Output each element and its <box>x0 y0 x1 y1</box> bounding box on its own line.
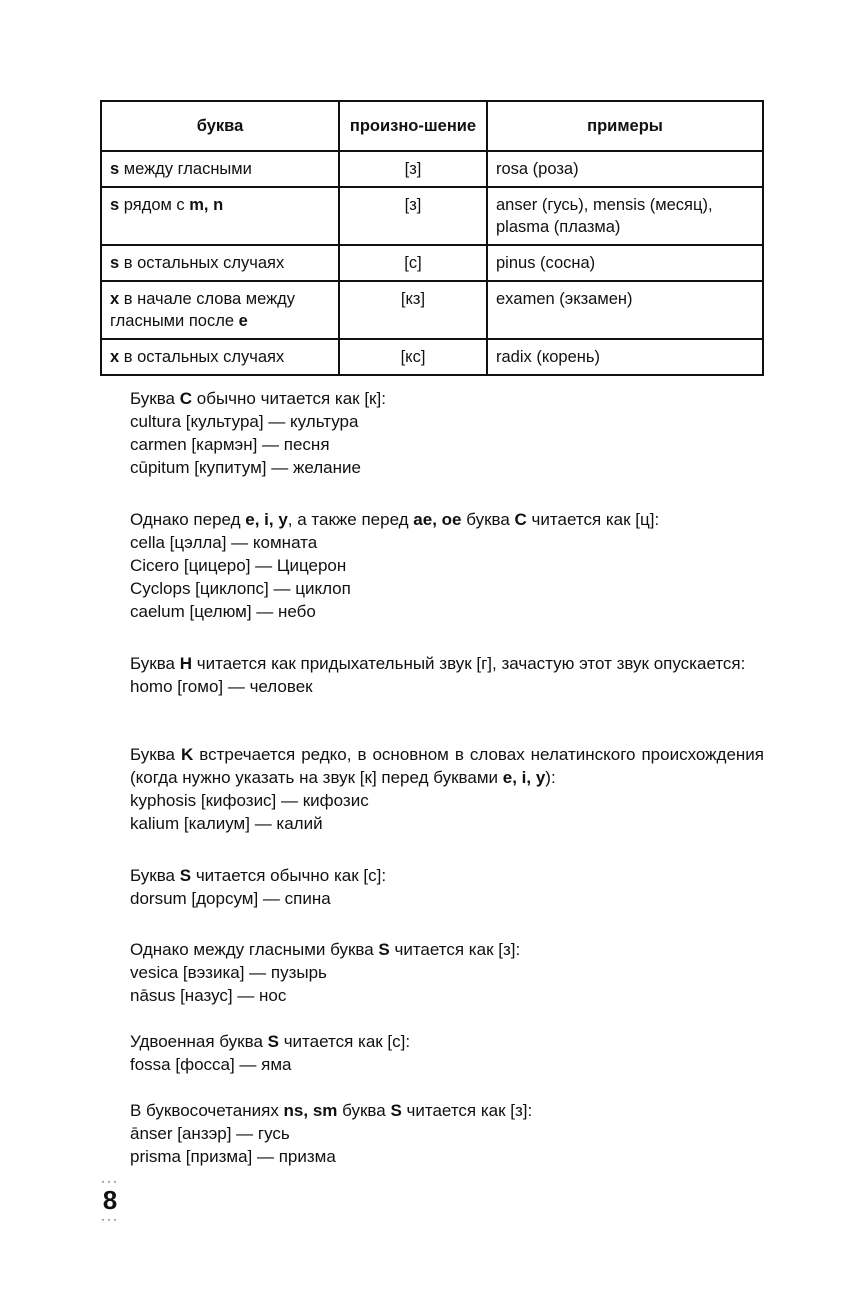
lead-text: Буква <box>130 745 181 764</box>
example-line: Cyclops [циклопс] — циклоп <box>130 579 351 598</box>
folio-dots-top: ··· <box>101 1174 119 1188</box>
example-line: carmen [кармэн] — песня <box>130 435 330 454</box>
section-h <box>130 652 764 698</box>
lead-text: Однако между гласными буква <box>130 940 379 959</box>
lead-text: читается как [ц]: <box>526 510 660 529</box>
section-c-soft <box>130 508 764 623</box>
section-s-hard <box>130 864 764 910</box>
lead-text: встречается редко, в основном в словах нелатинского происхождения (когда нужно указать на звук [к] перед буквами <box>130 745 764 787</box>
example-line: caelum [целюм] — небо <box>130 602 316 621</box>
lead-bold: K <box>181 745 194 764</box>
lead-text: Удвоенная буква <box>130 1032 268 1051</box>
example-line: cella [цэлла] — комната <box>130 533 318 552</box>
example-line: cultura [культура] — культура <box>130 412 359 431</box>
bold-letter: x <box>110 348 120 366</box>
table-row <box>101 151 763 187</box>
section-lead <box>130 743 764 789</box>
bold-letter: s <box>110 254 120 272</box>
example-line: ānser [анзэр] — гусь <box>130 1124 290 1143</box>
cell-example: radix (корень) <box>487 339 763 375</box>
example-line: cūpitum [купитум] — желание <box>130 458 361 477</box>
example-line: vesica [вэзика] — пузырь <box>130 963 327 982</box>
lead-text: обычно читается как [к]: <box>192 389 386 408</box>
bold-letters: e <box>238 312 248 330</box>
table-row <box>101 187 763 245</box>
bold-letter: s <box>110 160 120 178</box>
lead-bold: ns, sm <box>283 1101 338 1120</box>
cell-letter <box>101 339 339 375</box>
cell-pron: [с] <box>339 245 487 281</box>
cell-pron: [кс] <box>339 339 487 375</box>
cell-letter <box>101 245 339 281</box>
table-row <box>101 281 763 339</box>
example-line: nāsus [назус] — нос <box>130 986 287 1005</box>
example-line: fossa [фосса] — яма <box>130 1055 292 1074</box>
example-line: prisma [призма] — призма <box>130 1147 336 1166</box>
lead-text: В буквосочетаниях <box>130 1101 284 1120</box>
folio-dots-bottom: ··· <box>101 1212 119 1226</box>
page-number: 8 <box>102 1185 118 1215</box>
lead-bold: S <box>378 940 390 959</box>
section-s-voiced <box>130 938 764 1007</box>
letter-text: рядом с <box>119 196 190 214</box>
bold-letter: x <box>110 290 120 308</box>
table-row <box>101 339 763 375</box>
letter-text: в остальных случаях <box>119 254 285 272</box>
header-pronunciation-text: произно-шение <box>349 117 477 135</box>
header-examples: примеры <box>487 101 763 151</box>
table-header-row <box>101 101 763 151</box>
section-lead <box>130 652 764 675</box>
lead-text: читается как [з]: <box>401 1101 533 1120</box>
lead-bold: e, i, y <box>502 768 546 787</box>
bold-letters: m, n <box>189 196 224 214</box>
lead-text: Буква <box>130 866 180 885</box>
cell-pron: [з] <box>339 151 487 187</box>
lead-text: читается как придыхательный звук [г], зачастую этот звук опускается: <box>192 654 746 673</box>
example-line: kalium [калиум] — калий <box>130 814 323 833</box>
cell-letter <box>101 151 339 187</box>
section-lead <box>130 1099 764 1122</box>
section-lead <box>130 387 764 410</box>
lead-text: читается как [с]: <box>278 1032 411 1051</box>
lead-text: ): <box>545 768 556 787</box>
letter-text: в остальных случаях <box>119 348 285 366</box>
section-lead <box>130 938 764 961</box>
section-double-s <box>130 1030 764 1076</box>
pronunciation-table <box>100 100 764 376</box>
cell-example: rosa (роза) <box>487 151 763 187</box>
section-lead <box>130 864 764 887</box>
section-lead <box>130 508 764 531</box>
cell-letter <box>101 281 339 339</box>
header-pronunciation <box>339 101 487 151</box>
header-letter: буква <box>101 101 339 151</box>
cell-pron: [кз] <box>339 281 487 339</box>
example-line: kyphosis [кифозис] — кифозис <box>130 791 369 810</box>
lead-bold: H <box>179 654 193 673</box>
cell-example: anser (гусь), mensis (месяц), plasma (плазма) <box>487 187 763 245</box>
lead-bold: S <box>267 1032 279 1051</box>
section-lead <box>130 1030 764 1053</box>
letter-text: в начале слова между гласными после <box>110 290 296 330</box>
lead-bold: S <box>179 866 192 885</box>
lead-text: читается обычно как [с]: <box>191 866 387 885</box>
section-c-hard <box>130 387 764 479</box>
cell-example: pinus (сосна) <box>487 245 763 281</box>
cell-example: examen (экзамен) <box>487 281 763 339</box>
page-folio <box>100 1176 120 1224</box>
example-line: dorsum [дорсум] — спина <box>130 889 331 908</box>
bold-letter: s <box>110 196 120 214</box>
lead-bold: C <box>179 389 193 408</box>
lead-text: Буква <box>130 654 180 673</box>
example-line: Cicero [цицеро] — Цицерон <box>130 556 347 575</box>
lead-text: , а также перед <box>287 510 414 529</box>
table-row <box>101 245 763 281</box>
cell-letter <box>101 187 339 245</box>
letter-text: между гласными <box>119 160 252 178</box>
lead-text: читается как [з]: <box>389 940 521 959</box>
lead-bold: e, i, y <box>245 510 288 529</box>
section-ns-sm <box>130 1099 764 1168</box>
lead-bold: C <box>514 510 527 529</box>
cell-pron: [з] <box>339 187 487 245</box>
lead-text: буква <box>337 1101 391 1120</box>
lead-bold: S <box>390 1101 402 1120</box>
section-k <box>130 743 764 835</box>
lead-text: Буква <box>130 389 180 408</box>
lead-text: буква <box>461 510 515 529</box>
lead-text: Однако перед <box>130 510 246 529</box>
lead-bold: ae, oe <box>413 510 462 529</box>
example-line: homo [гомо] — человек <box>130 677 313 696</box>
